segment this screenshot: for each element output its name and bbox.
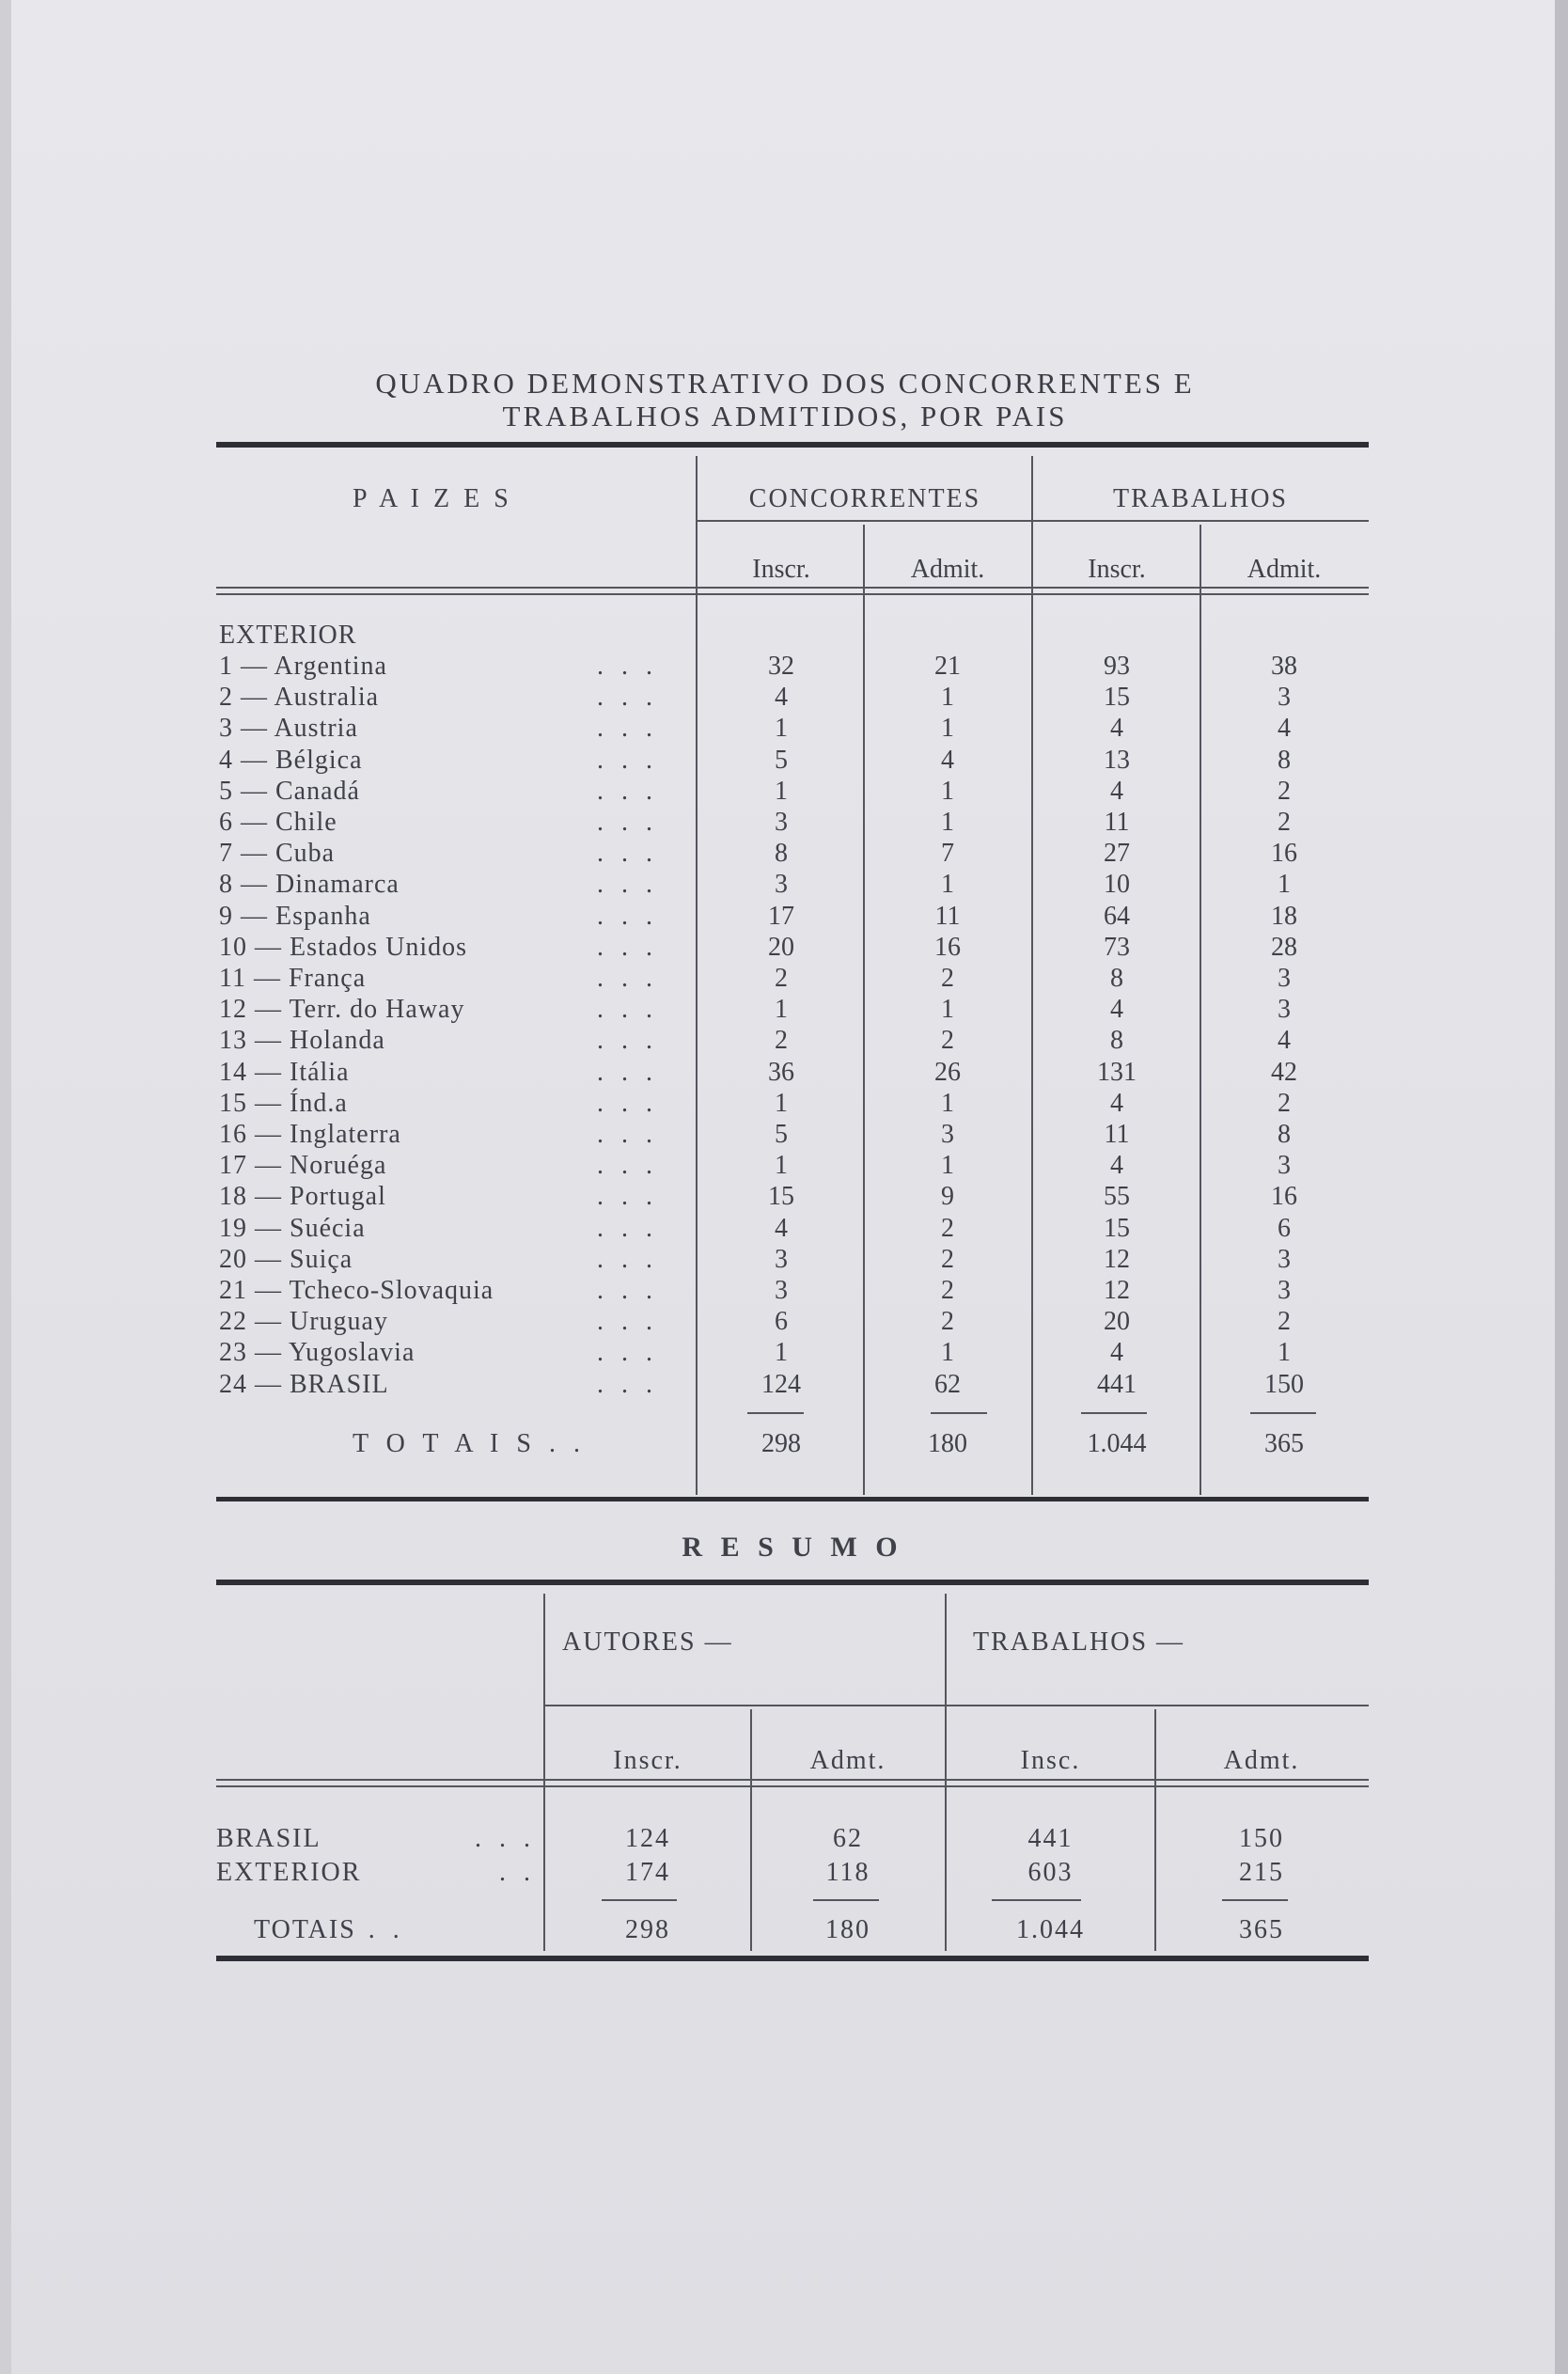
cell-conc-inscr: 1 bbox=[775, 1151, 788, 1180]
cell-trab-inscr: 131 bbox=[1097, 1058, 1137, 1087]
cell-trab-inscr: 15 bbox=[1104, 683, 1130, 712]
cell-conc-admit: 16 bbox=[934, 933, 961, 962]
country-row-label: 16 — Inglaterra bbox=[219, 1120, 401, 1149]
cell-conc-admit: 1 bbox=[941, 1338, 954, 1367]
leader-dots: . . . bbox=[597, 1245, 658, 1274]
total-conc-inscr: 298 bbox=[761, 1429, 801, 1458]
cell-conc-admit: 62 bbox=[934, 1370, 961, 1399]
country-row-label: 11 — França bbox=[219, 964, 367, 993]
cell-conc-inscr: 36 bbox=[768, 1058, 794, 1087]
cell-conc-inscr: 2 bbox=[775, 1026, 788, 1055]
cell-conc-inscr: 1 bbox=[775, 1089, 788, 1118]
country-row-label: 23 — Yugoslavia bbox=[219, 1338, 416, 1367]
cell-trab-inscr: 10 bbox=[1104, 870, 1130, 899]
cell-trab-admit: 3 bbox=[1278, 964, 1291, 993]
summary-header-autores: AUTORES — bbox=[562, 1627, 733, 1657]
cell-trab-inscr: 441 bbox=[1097, 1370, 1137, 1399]
cell-conc-admit: 1 bbox=[941, 714, 954, 743]
leader-dots: . . . bbox=[597, 1026, 658, 1055]
section-label-exterior: EXTERIOR bbox=[219, 621, 357, 650]
page-left-edge bbox=[0, 0, 11, 2374]
cell-trab-admit: 150 bbox=[1264, 1370, 1304, 1399]
country-row-label: 22 — Uruguay bbox=[219, 1307, 388, 1336]
leader-dots: . . . bbox=[597, 964, 658, 993]
cell-trab-inscr: 73 bbox=[1104, 933, 1130, 962]
summary-row-label: EXTERIOR bbox=[216, 1858, 362, 1887]
country-row-label: 14 — Itália bbox=[219, 1058, 350, 1087]
cell-trab-inscr: 64 bbox=[1104, 902, 1130, 931]
col-divider-1 bbox=[696, 456, 698, 1495]
cell-trab-admit: 2 bbox=[1278, 808, 1291, 837]
cell-trab-admit: 8 bbox=[1278, 746, 1291, 775]
cell-trab-admit: 3 bbox=[1278, 1245, 1291, 1274]
cell-conc-admit: 2 bbox=[941, 1276, 954, 1305]
leader-dots: . . . bbox=[597, 683, 658, 712]
cell-conc-inscr: 32 bbox=[768, 652, 794, 681]
cell-trab-admit: 1 bbox=[1278, 870, 1291, 899]
cell-conc-admit: 7 bbox=[941, 839, 954, 868]
leader-dots: . . . bbox=[597, 1151, 658, 1180]
leader-dots: . . . bbox=[597, 746, 658, 775]
leader-dots: . . . bbox=[597, 1338, 658, 1367]
cell-trab-admit: 1 bbox=[1278, 1338, 1291, 1367]
sum-mark-4 bbox=[1250, 1412, 1316, 1414]
summary-subdivider bbox=[543, 1705, 1369, 1706]
leader-dots: . . . bbox=[597, 1370, 658, 1399]
cell-trab-admit: 2 bbox=[1278, 1307, 1291, 1336]
cell-conc-admit: 2 bbox=[941, 1214, 954, 1243]
leader-dots: . . . bbox=[597, 1120, 658, 1149]
cell-conc-admit: 26 bbox=[934, 1058, 961, 1087]
cell-conc-inscr: 124 bbox=[761, 1370, 801, 1399]
country-row-label: 20 — Suiça bbox=[219, 1245, 353, 1274]
country-row-label: 21 — Tcheco-Slovaquia bbox=[219, 1276, 494, 1305]
total-conc-admit: 180 bbox=[928, 1429, 967, 1458]
cell-trab-inscr: 4 bbox=[1110, 1338, 1123, 1367]
cell-conc-admit: 1 bbox=[941, 1151, 954, 1180]
summary-total-t-insc: 1.044 bbox=[1016, 1915, 1085, 1944]
cell-trab-inscr: 11 bbox=[1104, 808, 1130, 837]
cell-conc-inscr: 2 bbox=[775, 964, 788, 993]
summary-sub-admt: Admt. bbox=[809, 1746, 886, 1775]
leader-dots: . . . bbox=[597, 1182, 658, 1211]
cell-conc-admit: 11 bbox=[934, 902, 961, 931]
country-row-label: 18 — Portugal bbox=[219, 1182, 386, 1211]
cell-trab-admit: 4 bbox=[1278, 714, 1291, 743]
cell-conc-inscr: 3 bbox=[775, 1245, 788, 1274]
cell-trab-inscr: 20 bbox=[1104, 1307, 1130, 1336]
cell-trab-inscr: 4 bbox=[1110, 714, 1123, 743]
cell-conc-admit: 21 bbox=[934, 652, 961, 681]
cell-conc-inscr: 5 bbox=[775, 746, 788, 775]
cell-trab-inscr: 4 bbox=[1110, 995, 1123, 1024]
summary-total-a-admt: 180 bbox=[825, 1915, 870, 1944]
leader-dots: . . . bbox=[597, 777, 658, 806]
col-divider-2 bbox=[863, 525, 865, 1495]
total-trab-admit: 365 bbox=[1264, 1429, 1304, 1458]
header-conc-admit: Admit. bbox=[910, 555, 985, 584]
cell-trab-inscr: 11 bbox=[1104, 1120, 1130, 1149]
cell-trab-admit: 8 bbox=[1278, 1120, 1291, 1149]
cell-conc-inscr: 1 bbox=[775, 1338, 788, 1367]
cell-trab-inscr: 13 bbox=[1104, 746, 1130, 775]
cell-trab-admit: 16 bbox=[1271, 839, 1297, 868]
cell-conc-inscr: 3 bbox=[775, 870, 788, 899]
country-row-label: 4 — Bélgica bbox=[219, 746, 363, 775]
summary-totals-text: TOTAIS bbox=[254, 1915, 356, 1944]
cell-trab-admit: 2 bbox=[1278, 1089, 1291, 1118]
cell-trab-inscr: 4 bbox=[1110, 777, 1123, 806]
cell-conc-inscr: 15 bbox=[768, 1182, 794, 1211]
summary-sub-admt2: Admt. bbox=[1223, 1746, 1300, 1775]
summary-leader-dots: . . . bbox=[475, 1824, 536, 1853]
leader-dots: . . . bbox=[597, 870, 658, 899]
country-row-label: 24 — BRASIL bbox=[219, 1370, 389, 1399]
cell-conc-inscr: 17 bbox=[768, 902, 794, 931]
cell-trab-inscr: 4 bbox=[1110, 1089, 1123, 1118]
country-row-label: 8 — Dinamarca bbox=[219, 870, 400, 899]
leader-dots: . . . bbox=[597, 933, 658, 962]
cell-trab-admit: 6 bbox=[1278, 1214, 1291, 1243]
country-row-label: 15 — Índ.a bbox=[219, 1089, 348, 1118]
totals-dots: . . bbox=[536, 1429, 586, 1458]
summary-cell-t-admt: 150 bbox=[1239, 1824, 1284, 1853]
cell-trab-admit: 3 bbox=[1278, 995, 1291, 1024]
cell-trab-admit: 18 bbox=[1271, 902, 1297, 931]
leader-dots: . . . bbox=[597, 839, 658, 868]
summary-col-divider-1 bbox=[543, 1594, 545, 1951]
cell-conc-admit: 1 bbox=[941, 808, 954, 837]
summary-sub-insc: Insc. bbox=[1020, 1746, 1081, 1775]
cell-trab-admit: 28 bbox=[1271, 933, 1297, 962]
cell-trab-admit: 38 bbox=[1271, 652, 1297, 681]
header-bottom-rule-2 bbox=[216, 593, 1369, 595]
summary-sub-inscr: Inscr. bbox=[613, 1746, 682, 1775]
cell-trab-inscr: 93 bbox=[1104, 652, 1130, 681]
cell-conc-admit: 3 bbox=[941, 1120, 954, 1149]
cell-conc-admit: 1 bbox=[941, 995, 954, 1024]
page-right-edge bbox=[1555, 0, 1568, 2374]
cell-conc-admit: 2 bbox=[941, 1245, 954, 1274]
summary-sum-mark-1 bbox=[602, 1899, 677, 1901]
cell-conc-inscr: 5 bbox=[775, 1120, 788, 1149]
summary-cell-a-inscr: 124 bbox=[625, 1824, 670, 1853]
cell-trab-inscr: 12 bbox=[1104, 1276, 1130, 1305]
cell-trab-inscr: 15 bbox=[1104, 1214, 1130, 1243]
col-divider-3 bbox=[1031, 456, 1033, 1495]
country-row-label: 6 — Chile bbox=[219, 808, 337, 837]
summary-top-rule bbox=[216, 1580, 1369, 1585]
cell-conc-admit: 1 bbox=[941, 870, 954, 899]
summary-sum-mark-4 bbox=[1222, 1899, 1288, 1901]
country-row-label: 17 — Noruéga bbox=[219, 1151, 387, 1180]
cell-trab-admit: 16 bbox=[1271, 1182, 1297, 1211]
cell-conc-inscr: 1 bbox=[775, 995, 788, 1024]
sum-mark-3 bbox=[1081, 1412, 1147, 1414]
cell-conc-inscr: 4 bbox=[775, 1214, 788, 1243]
page-title-line-2: TRABALHOS ADMITIDOS, POR PAIS bbox=[502, 400, 1068, 432]
summary-cell-t-admt: 215 bbox=[1239, 1858, 1284, 1887]
country-row-label: 9 — Espanha bbox=[219, 902, 371, 931]
country-row-label: 13 — Holanda bbox=[219, 1026, 385, 1055]
total-trab-inscr: 1.044 bbox=[1087, 1429, 1147, 1458]
country-row-label: 10 — Estados Unidos bbox=[219, 933, 467, 962]
cell-conc-admit: 1 bbox=[941, 777, 954, 806]
leader-dots: . . . bbox=[597, 1276, 658, 1305]
cell-trab-inscr: 55 bbox=[1104, 1182, 1130, 1211]
summary-sum-mark-3 bbox=[992, 1899, 1081, 1901]
summary-total-t-admt: 365 bbox=[1239, 1915, 1284, 1944]
cell-conc-inscr: 20 bbox=[768, 933, 794, 962]
summary-cell-t-insc: 603 bbox=[1027, 1858, 1074, 1887]
cell-trab-inscr: 8 bbox=[1110, 1026, 1123, 1055]
summary-bottom-rule bbox=[216, 1956, 1369, 1961]
summary-header-rule-1 bbox=[216, 1779, 1369, 1781]
cell-trab-admit: 2 bbox=[1278, 777, 1291, 806]
cell-conc-inscr: 4 bbox=[775, 683, 788, 712]
summary-cell-a-inscr: 174 bbox=[625, 1858, 670, 1887]
cell-trab-admit: 3 bbox=[1278, 1276, 1291, 1305]
leader-dots: . . . bbox=[597, 1307, 658, 1336]
header-bottom-rule-1 bbox=[216, 587, 1369, 589]
summary-cell-a-admt: 118 bbox=[825, 1858, 870, 1887]
leader-dots: . . . bbox=[597, 995, 658, 1024]
summary-totals-label bbox=[254, 1915, 405, 1945]
cell-trab-inscr: 4 bbox=[1110, 1151, 1123, 1180]
summary-totals-dots: . . bbox=[355, 1915, 405, 1944]
leader-dots: . . . bbox=[597, 902, 658, 931]
cell-trab-inscr: 12 bbox=[1104, 1245, 1130, 1274]
summary-row-label: BRASIL bbox=[216, 1824, 321, 1853]
cell-conc-inscr: 1 bbox=[775, 714, 788, 743]
country-row-label: 7 — Cuba bbox=[219, 839, 336, 868]
cell-trab-admit: 4 bbox=[1278, 1026, 1291, 1055]
leader-dots: . . . bbox=[597, 1089, 658, 1118]
header-paizes: P A I Z E S bbox=[353, 484, 512, 513]
cell-conc-admit: 1 bbox=[941, 683, 954, 712]
summary-leader-dots: . . bbox=[499, 1858, 536, 1887]
totals-label bbox=[353, 1429, 586, 1459]
header-trabalhos: TRABALHOS bbox=[1112, 484, 1288, 513]
country-row-label: 3 — Austria bbox=[219, 714, 358, 743]
leader-dots: . . . bbox=[597, 1058, 658, 1087]
cell-conc-admit: 2 bbox=[941, 1307, 954, 1336]
header-trab-inscr: Inscr. bbox=[1088, 555, 1146, 584]
cell-conc-inscr: 3 bbox=[775, 1276, 788, 1305]
cell-conc-admit: 2 bbox=[941, 1026, 954, 1055]
summary-col-divider-3 bbox=[945, 1594, 947, 1951]
cell-conc-admit: 2 bbox=[941, 964, 954, 993]
summary-header-rule-2 bbox=[216, 1785, 1369, 1787]
cell-conc-admit: 1 bbox=[941, 1089, 954, 1118]
header-concorrentes: CONCORRENTES bbox=[748, 484, 981, 513]
country-row-label: 2 — Australia bbox=[219, 683, 380, 712]
cell-conc-inscr: 1 bbox=[775, 777, 788, 806]
leader-dots: . . . bbox=[597, 714, 658, 743]
leader-dots: . . . bbox=[597, 652, 658, 681]
sum-mark-2 bbox=[931, 1412, 987, 1414]
country-row-label: 12 — Terr. do Haway bbox=[219, 995, 465, 1024]
table-top-rule bbox=[216, 442, 1369, 448]
cell-conc-inscr: 6 bbox=[775, 1307, 788, 1336]
summary-header-trabalhos: TRABALHOS — bbox=[973, 1627, 1185, 1657]
header-trab-admit: Admit. bbox=[1247, 555, 1322, 584]
country-row-label: 5 — Canadá bbox=[219, 777, 360, 806]
resumo-title: R E S U M O bbox=[682, 1532, 903, 1563]
cell-conc-admit: 4 bbox=[941, 746, 954, 775]
summary-col-divider-4 bbox=[1154, 1709, 1156, 1951]
summary-col-divider-2 bbox=[750, 1709, 752, 1951]
cell-trab-inscr: 27 bbox=[1104, 839, 1130, 868]
country-row-label: 19 — Suécia bbox=[219, 1214, 366, 1243]
page-title-line-1: QUADRO DEMONSTRATIVO DOS CONCORRENTES E bbox=[375, 367, 1195, 400]
cell-trab-admit: 3 bbox=[1278, 683, 1291, 712]
summary-total-a-inscr: 298 bbox=[625, 1915, 670, 1944]
leader-dots: . . . bbox=[597, 808, 658, 837]
header-conc-inscr: Inscr. bbox=[752, 555, 810, 584]
leader-dots: . . . bbox=[597, 1214, 658, 1243]
cell-trab-admit: 42 bbox=[1271, 1058, 1297, 1087]
summary-sum-mark-2 bbox=[813, 1899, 879, 1901]
summary-cell-a-admt: 62 bbox=[833, 1824, 863, 1853]
table-bottom-rule bbox=[216, 1497, 1369, 1501]
country-row-label: 1 — Argentina bbox=[219, 652, 387, 681]
cell-conc-inscr: 3 bbox=[775, 808, 788, 837]
cell-trab-inscr: 8 bbox=[1110, 964, 1123, 993]
cell-conc-inscr: 8 bbox=[775, 839, 788, 868]
sum-mark-1 bbox=[747, 1412, 804, 1414]
cell-conc-admit: 9 bbox=[941, 1182, 954, 1211]
col-divider-4 bbox=[1200, 525, 1201, 1495]
summary-cell-t-insc: 441 bbox=[1027, 1824, 1074, 1853]
cell-trab-admit: 3 bbox=[1278, 1151, 1291, 1180]
totals-label-text: T O T A I S bbox=[353, 1429, 537, 1458]
